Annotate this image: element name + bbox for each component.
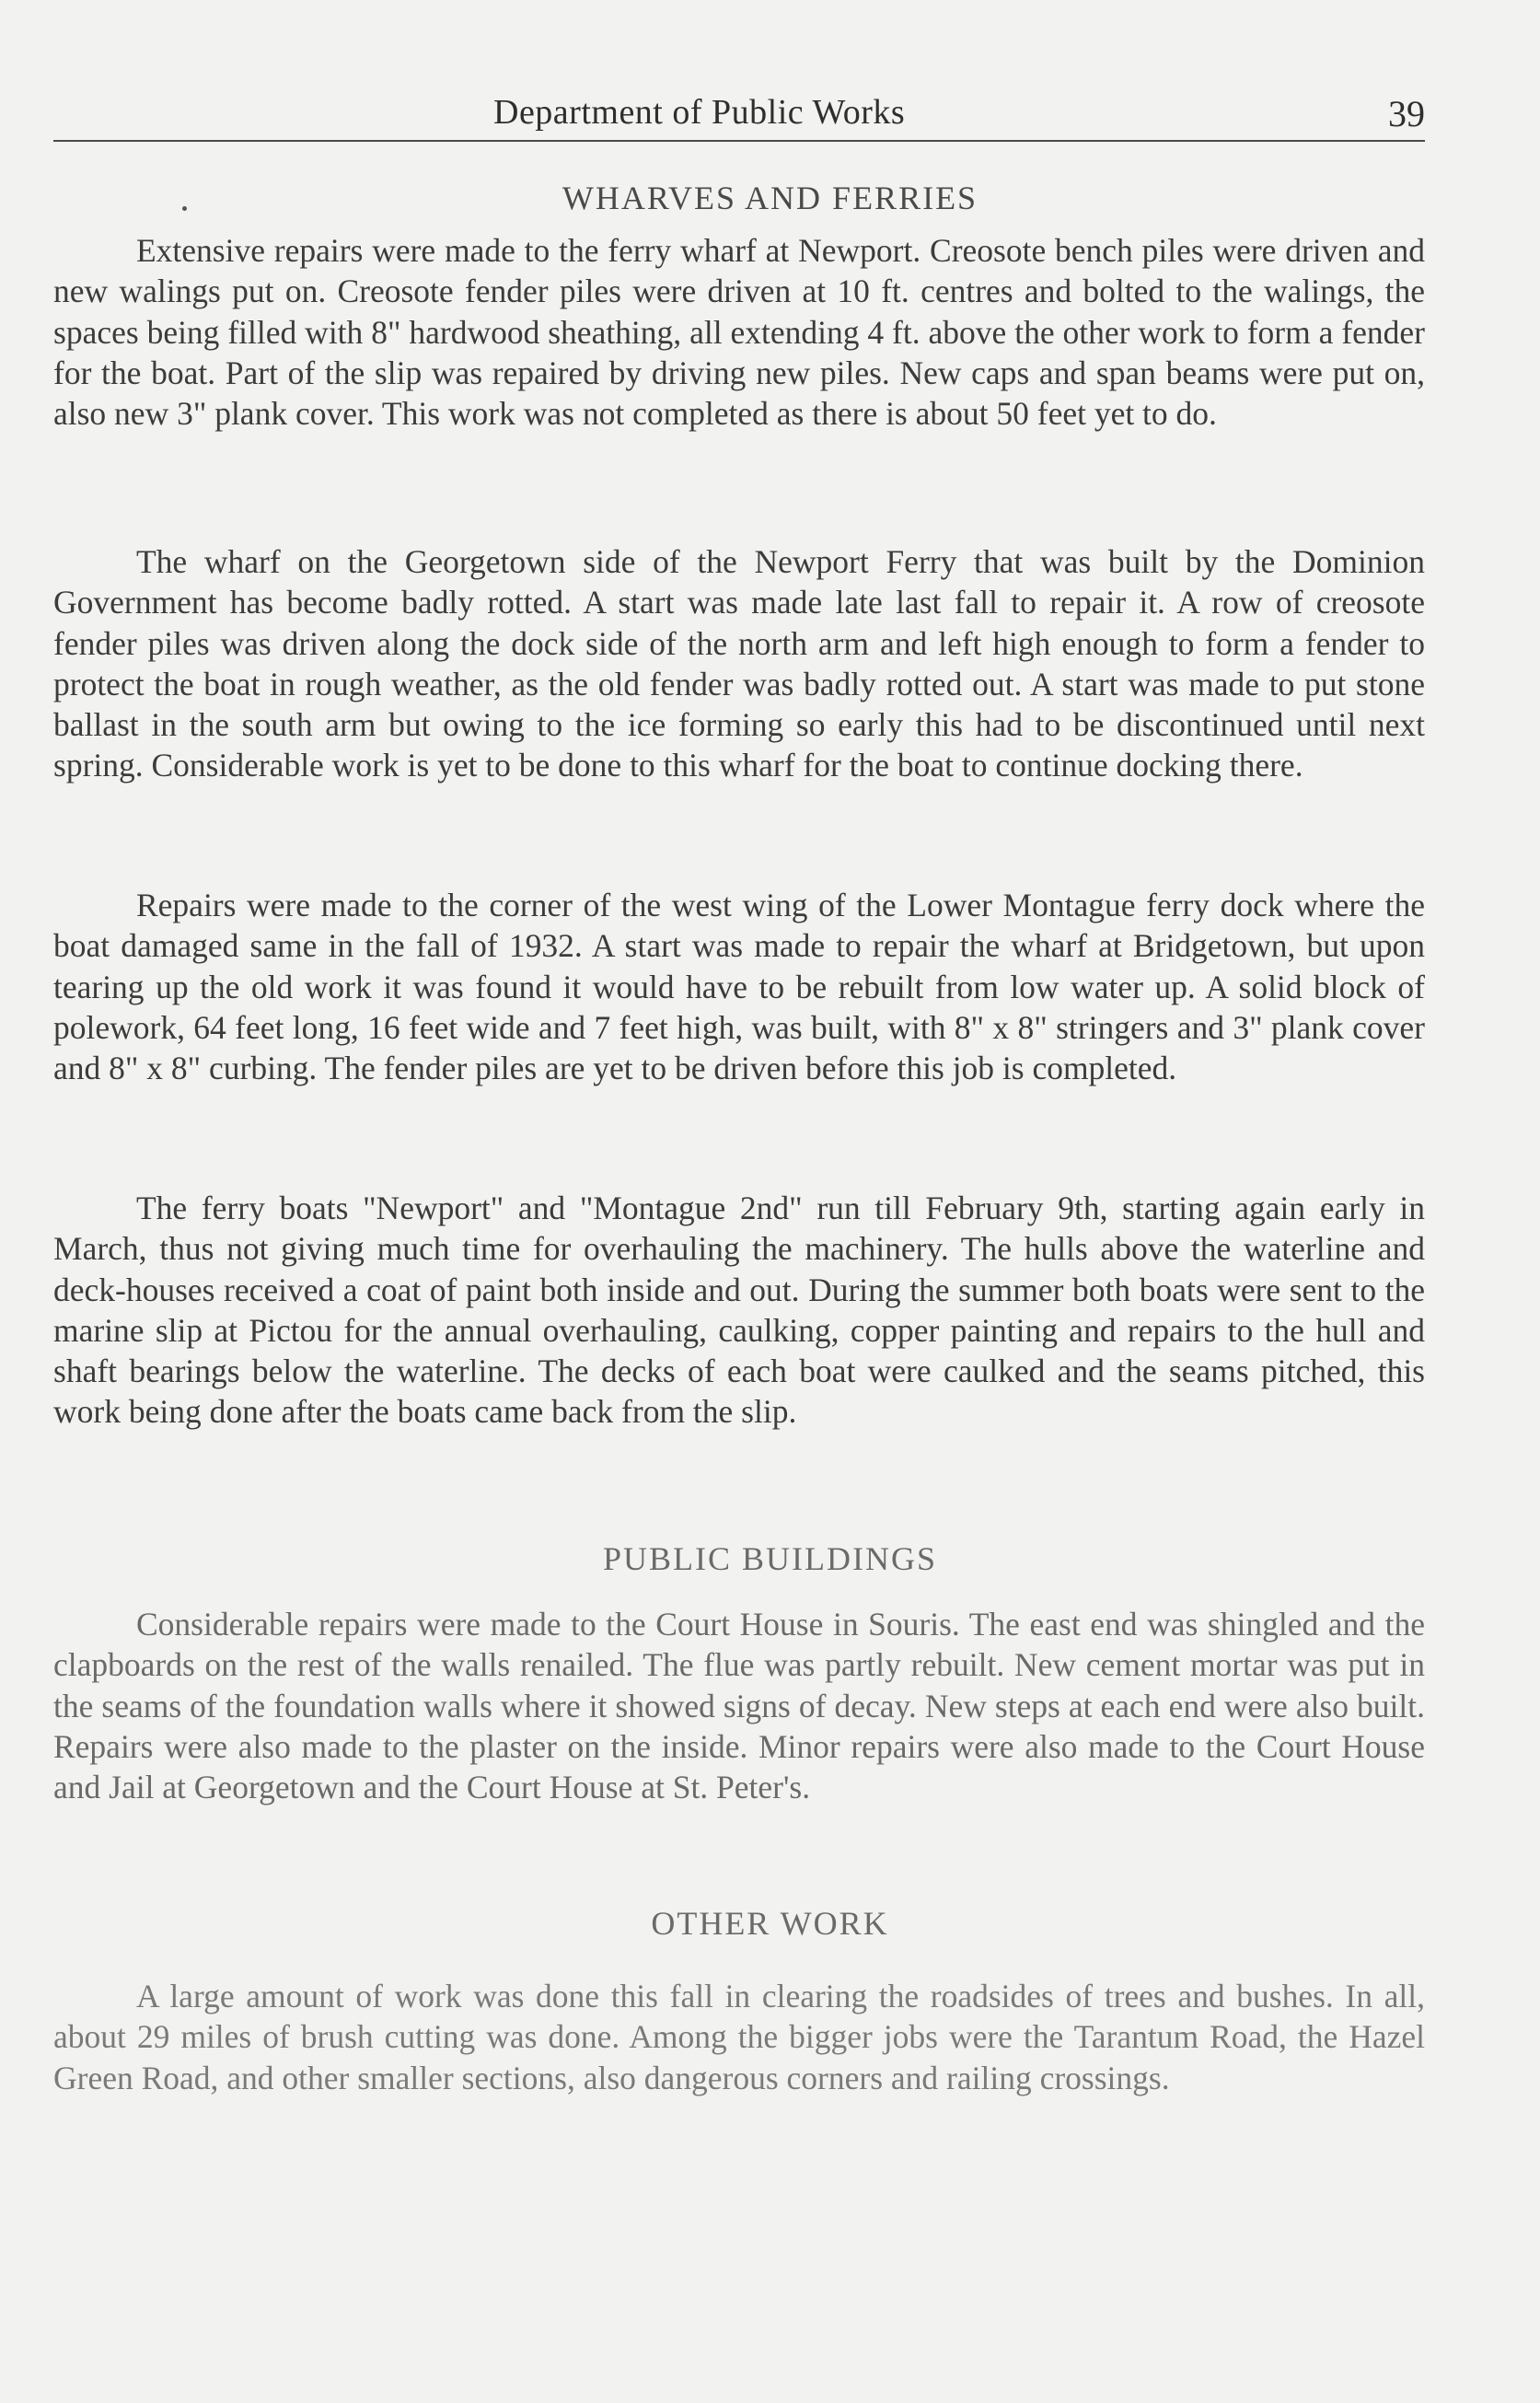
paragraph-other-work-1: A large amount of work was done this fall in clearing the roadsides of trees and bushes. In all, about 29 miles of brush cutting was done. Among the bigger jobs were the Tarantum Road, the Hazel Green Road, and other smaller sections, also dangerous corners and railing crossings. xyxy=(53,1978,1425,2096)
paragraph-wharves-1: Extensive repairs were made to the ferry wharf at Newport. Creosote bench piles were driven and new walings put on. Creosote fender piles were driven at 10 ft. centres and bolted to the walings, the spaces being filled with 8" hardwood sheathing, all extending 4 ft. above the other work to form a fender for the boat. Part of the slip was repaired by driving new piles. New caps and span beams were put on, also new 3" plank cover. This work was not completed as there is about 50 feet yet to do. xyxy=(53,232,1425,433)
page-number: 39 xyxy=(1388,93,1425,134)
section-title-public-buildings: PUBLIC BUILDINGS xyxy=(602,1540,937,1577)
paragraph-wharves-3: Repairs were made to the corner of the west wing of the Lower Montague ferry dock where the boat damaged same in the fall of 1932. A start was made to repair the wharf at Bridgetown, but upon tearing up the old work it was found it would have to be rebuilt from low water up. A solid block of polework, 64 feet long, 16 feet wide and 7 feet high, was built, with 8" x 8" stringers and 3" plank cover and 8" x 8" curbing. The fender piles are yet to be driven before this job is completed. xyxy=(53,887,1425,1087)
paragraph-wharves-4: The ferry boats "Newport" and "Montague 2nd" run till February 9th, starting again early in March, thus not giving much time for overhauling the machinery. The hulls above the waterline and deck-houses received a coat of paint both inside and out. During the summer both boats were sent to the marine slip at Pictou for the annual overhauling, caulking, copper painting and repairs to the hull and shaft bearings below the waterline. The decks of each boat were caulked and the seams pitched, this work being done after the boats came back from the slip. xyxy=(53,1190,1425,1431)
section-title-wharves-and-ferries: WHARVES AND FERRIES xyxy=(562,180,978,216)
section-title-other-work: OTHER WORK xyxy=(651,1905,889,1942)
header-rule xyxy=(53,140,1425,142)
running-title: Department of Public Works xyxy=(493,93,906,132)
paragraph-public-buildings-1: Considerable repairs were made to the Court House in Souris. The east end was shingled and the clapboards on the rest of the walls renailed. The flue was partly rebuilt. New cement mortar was put in the seams of the foundation walls where it showed signs of decay. New steps at each end were also built. Repairs were also made to the plaster on the inside. Minor repairs were also made to the Court House and Jail at Georgetown and the Court House at St. Peter's. xyxy=(53,1606,1425,1806)
paragraph-wharves-2: The wharf on the Georgetown side of the Newport Ferry that was built by the Dominion Government has become badly rotted. A start was made late last fall to repair it. A row of creosote fender piles was driven along the dock side of the north arm and left high enough to form a fender to protect the boat in rough weather, as the old fender was badly rotted out. A start was made to put stone ballast in the south arm but owing to the ice forming so early this had to be discontinued until next spring. Considerable work is yet to be done to this wharf for the boat to continue docking there. xyxy=(53,543,1425,784)
running-head xyxy=(53,88,1425,144)
